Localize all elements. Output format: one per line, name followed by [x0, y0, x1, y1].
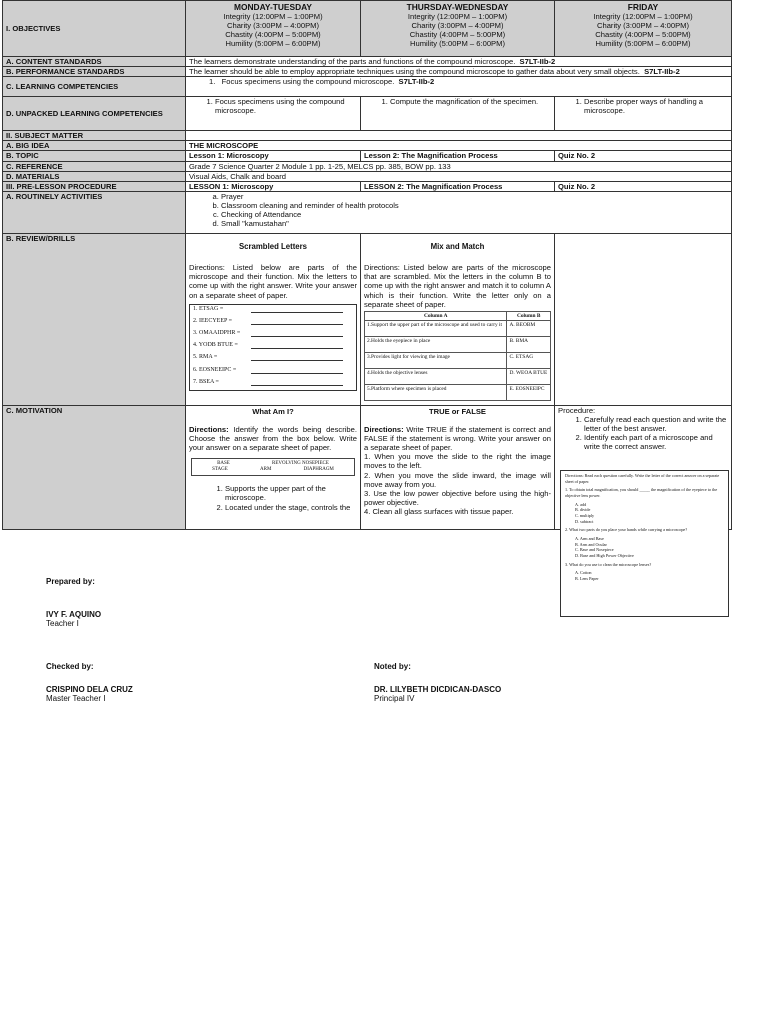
unpacked-row [3, 97, 732, 131]
routine-list: a. Prayer b. Classroom cleaning and reminder of health protocols c. Checking of Attendance d. Small "kamustahan" [186, 191, 732, 233]
tf-title: TRUE or FALSE [429, 406, 486, 416]
objectives-row [3, 1, 732, 57]
unpacked-label: D. UNPACKED LEARNING COMPETENCIES [3, 97, 186, 131]
prepared-title: Teacher I [46, 619, 79, 628]
routine-label: A. ROUTINELY ACTIVITIES [3, 191, 186, 233]
prelesson-lesson-3: Quiz No. 2 [555, 181, 732, 191]
materials-text: Visual Aids, Chalk and board [186, 171, 732, 181]
day-header-2: THURSDAY-WEDNESDAY Integrity (12:00PM – 1:00PM) Charity (3:00PM – 4:00PM) Chastity (4:00PM – 5:00PM) Humility (5:00PM – 6:00PM) [361, 1, 555, 57]
prelesson-lesson-1: LESSON 1: Microscopy [186, 181, 361, 191]
materials-row [3, 171, 732, 181]
reference-label: C. REFERENCE [3, 161, 186, 171]
what-am-i-directions: Directions: Identify the words being describe. Choose the answer from the box below. Write your answer on a separate sheet of paper. [189, 424, 357, 453]
what-am-i-title: What Am I? [252, 406, 294, 416]
topic-3: Quiz No. 2 [555, 151, 732, 161]
big-idea-row [3, 141, 732, 151]
mix-directions: Directions: Listed below are parts of the microscope that are scrambled. Mix the letters in the column B to come up with the right answer and match it to column A which is their function. Write the letter only on a separate sheet of paper. [364, 263, 551, 309]
performance-standards-text: The learner should be able to employ appropriate techniques using the compound microscope to gather data about very small objects. S7LT-IIb-2 [186, 67, 732, 77]
prepared-name: IVY F. AQUINO [46, 610, 102, 619]
lesson-plan [2, 0, 731, 530]
content-standards-row [3, 57, 732, 67]
subject-matter-row [3, 131, 732, 141]
topic-1: Lesson 1: Microscopy [186, 151, 361, 161]
scrambled-directions: Directions: Listed below are parts of the microscope and their function. Mix the letters to come up with the right answer. Write your answer on a separate sheet of paper. [189, 263, 357, 300]
noted-name: DR. LILYBETH DICDICAN-DASCO [374, 685, 502, 694]
content-standards-label: A. CONTENT STANDARDS [3, 57, 186, 67]
big-idea-text: THE MICROSCOPE [186, 141, 732, 151]
mix-table: Column A Column B 1.Support the upper part of the microscope and used to carry it A. BEOBM 2.Holds the eyepiece in place B. BMA 3.Provides light for viewing the image C. ETSAG 4.Holds the objective lenses D. WEOA BTUE 5.Platform where specimen is placed E. EOSNEEIPC [364, 311, 551, 401]
lesson-plan-table [2, 0, 732, 530]
procedure-label: Procedure: [558, 405, 596, 415]
prelesson-lesson-2: LESSON 2: The Magnification Process [361, 181, 555, 191]
unpacked-3: 1. Describe proper ways of handling a microscope. [555, 97, 732, 131]
scrambled-title: Scrambled Letters [238, 241, 308, 251]
motivation-label: C. MOTIVATION [3, 405, 186, 529]
prelesson-row [3, 181, 732, 191]
checked-name: CRISPINO DELA CRUZ [46, 685, 133, 694]
materials-label: D. MATERIALS [3, 171, 186, 181]
topic-2: Lesson 2: The Magnification Process [361, 151, 555, 161]
scrambled-box: 1. ETSAG = 2. IEECYEEP = 3. OMAAIDPHR = 4. YODB BTUE = 5. RMA = 6. EOSNEEIPC = 7. BSEA = [189, 304, 357, 391]
review-row [3, 233, 732, 405]
learning-competencies-label: C. LEARNING COMPETENCIES [3, 77, 186, 97]
quiz-preview: Directions: Read each question carefully. Write the letter of the correct answer on a separate sheet of paper. 1. To obtain total magnification, you should _____ the magnification of the eyepiece to the objective lens power. A. add B. divide C. multiply D. subtract 2. What two parts do you place your hands while carrying a microscope? A. Arm and Base B. Arm and Ocular C. Base and Nosepiece D. Base and High Power Objective 3. What do you use to clean the microscope lenses? A. Cotton B. Lens Paper [560, 470, 729, 617]
reference-text: Grade 7 Science Quarter 2 Module 1 pp. 1-25, MELCS pp. 385, BOW pp. 133 [186, 161, 732, 171]
review-label: B. REVIEW/DRILLS [3, 233, 186, 405]
big-idea-label: A. BIG IDEA [3, 141, 186, 151]
performance-standards-label: B. PERFORMANCE STANDARDS [3, 67, 186, 77]
scrambled-letters-cell [186, 233, 361, 405]
tf-directions: Directions: Write TRUE if the statement is correct and FALSE if the statement is wrong. Write your answer on a separate sheet of paper. [364, 424, 551, 453]
learning-competencies-text: 1. Focus specimens using the compound microscope. S7LT-IIb-2 [186, 77, 732, 97]
topic-row [3, 151, 732, 161]
routine-row [3, 191, 732, 233]
subject-matter-heading: II. SUBJECT MATTER [3, 131, 186, 141]
noted-title: Principal IV [374, 694, 415, 703]
reference-row [3, 161, 732, 171]
prelesson-heading: III. PRE-LESSON PROCEDURE [3, 181, 186, 191]
checked-block: Checked by: CRISPINO DELA CRUZ Master Teacher I [46, 662, 133, 703]
objectives-heading: I. OBJECTIVES [3, 1, 186, 57]
topic-label: B. TOPIC [3, 151, 186, 161]
true-false-cell: TRUE or FALSE Directions: Write TRUE if the statement is correct and FALSE if the statement is wrong. Write your answer on a separate sheet of paper. 1. When you move the slide to the right the image moves to the left. 2. When you move the slide inward, the image will move away from you. 3. Use the low power objective before using the high-power objective. 4. Clean all glass surfaces with tissue paper. [361, 405, 555, 529]
learning-competencies-row [3, 77, 732, 97]
noted-block: Noted by: DR. LILYBETH DICDICAN-DASCO Principal IV [374, 662, 502, 703]
procedure-cell: Procedure: 1. Carefully read each question and write the letter of the best answer. 2. Identify each part of a microscope and write the correct answer. [555, 405, 732, 529]
unpacked-1: 1. Focus specimens using the compound microscope. [186, 97, 361, 131]
prepared-block: Prepared by: IVY F. AQUINO Teacher I [46, 577, 102, 628]
what-am-i-cell: What Am I? Directions: Identify the words being describe. Choose the answer from the box below. Write your answer on a separate sheet of paper. BASE REVOLVING NOSEPIECE STAGE ARM DIAPHRAGM 1. Supports the upper part of the microscope. 2. Located under the stage, controls the [186, 405, 361, 529]
mix-match-cell [361, 233, 555, 405]
performance-standards-row [3, 67, 732, 77]
day-header-3: FRIDAY Integrity (12:00PM – 1:00PM) Charity (3:00PM – 4:00PM) Chastity (4:00PM – 5:00PM) Humility (5:00PM – 6:00PM) [555, 1, 732, 57]
content-standards-text: The learners demonstrate understanding of the parts and functions of the compound microscope. S7LT-IIb-2 [186, 57, 732, 67]
unpacked-2: 1. Compute the magnification of the specimen. [361, 97, 555, 131]
word-box: BASE REVOLVING NOSEPIECE STAGE ARM DIAPHRAGM [191, 458, 355, 476]
checked-title: Master Teacher I [46, 694, 106, 703]
mix-title: Mix and Match [430, 241, 485, 251]
day-header-1: MONDAY-TUESDAY Integrity (12:00PM – 1:00PM) Charity (3:00PM – 4:00PM) Chastity (4:00PM – 5:00PM) Humility (5:00PM – 6:00PM) [186, 1, 361, 57]
